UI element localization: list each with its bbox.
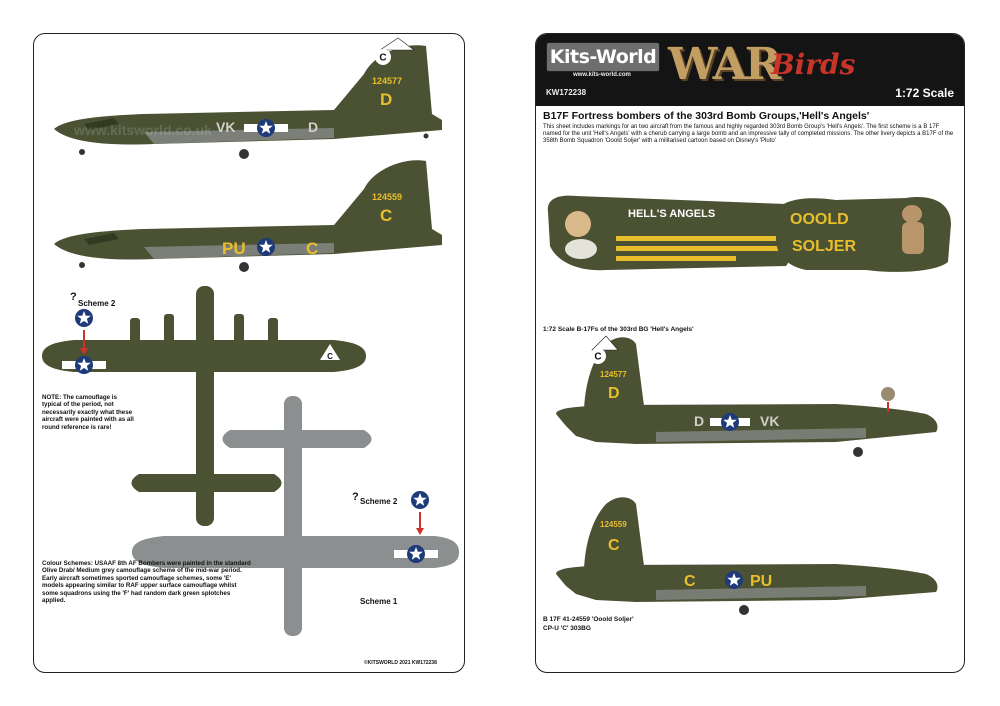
colour-schemes-text: Colour Schemes: USAAF 8th AF Bombers were painted in the standard Olive Drab/ Medium grey camouflage scheme of the mid-war period. Early aircraft sometimes sported camouflage schemes, some 'E' models appearing similar to RAF upper surface camouflage whilst some squadrons using the 'F' had random dark green splotches applied. [42,560,251,605]
kitsworld-logo: Kits-World [546,42,660,72]
tail-letter-a: D [380,90,393,109]
left-decal-sheet [33,33,465,673]
serial-c: 124577 [600,370,627,379]
scheme-2-label-top: Scheme 2 [78,299,116,308]
right-sheet-artwork [536,34,964,672]
codes-d2: PU [750,573,773,590]
codes-a1: VK [216,119,236,135]
tail-letter-b: C [380,206,393,225]
scale-value: 1:72 [895,86,920,100]
soljer-text: SOLJER [792,238,857,255]
aircraft-3-side-view [556,336,938,457]
ooold-soljer-nose-art [776,197,951,272]
scheme-1-label: Scheme 1 [360,597,398,606]
codes-b1: PU [222,239,246,258]
brand-url: www.kits-world.com [573,72,631,78]
serial-a: 124577 [372,76,403,86]
codes-c2: VK [760,413,780,429]
aircraft-caption-line1: B 17F 41-24559 'Ooold Soljer' [543,616,634,623]
scale-word: Scale [922,86,954,100]
question-mark-2: ? [352,491,359,503]
hells-angels-nose-art [548,196,792,271]
camouflage-note: NOTE: The camouflage is typical of the period, not necessarily exactly what these aircraft were painted with as all round reference is rare! [42,394,134,431]
aircraft-2-side-view [54,160,442,272]
codes-b2: C [306,239,319,258]
war-logo: WAR [668,39,780,90]
wing-triangle-letter: C [327,352,333,361]
birds-logo: Birds [771,48,856,81]
copyright-left: ©KITSWORLD 2021 KW172238 [364,660,437,666]
triangle-letter-c: C [594,351,602,363]
tail-letter-d: C [608,537,620,554]
codes-c1: D [694,413,705,429]
ooold-text: OOOLD [790,211,849,228]
hells-angels-text: HELL'S ANGELS [628,208,716,220]
scheme-2-label-bottom: Scheme 2 [360,497,398,506]
sheet-description: This sheet includes markings for an two aircraft from the famous and highly regarded 303rd Bomb Group's 'Hell's Angels'. The first scheme is a B 17F named for the unit 'Hell's Angels' with a cherub carrying a large bomb and an impressive tally of completed missions. The other livery depicts a B17F of the 358th Bomb Squadron 'Ooold Soljer' with a militarised cartoon based on Disney's 'Pluto' [543,124,954,144]
profiles-caption: 1:72 Scale B-17Fs of the 303rd BG 'Hell's Angels' [543,326,694,333]
right-decal-sheet [535,33,965,673]
codes-d1: C [684,573,696,590]
aircraft-1-side-view [54,38,442,159]
aircraft-caption-line2: CP-U 'C' 303BG [543,625,591,632]
tail-letter-c: D [608,385,620,402]
serial-b: 124559 [372,192,403,202]
sheet-title: B17F Fortress bombers of the 303rd Bomb Groups,'Hell's Angels' [543,110,870,122]
question-mark-1: ? [70,291,77,303]
serial-d: 124559 [600,520,627,529]
triangle-letter-a: C [379,52,387,64]
aircraft-4-side-view [556,497,938,615]
watermark: www.kitsworld.co.uk [74,122,212,138]
product-code: KW172238 [546,88,587,97]
codes-a2: D [308,119,319,135]
